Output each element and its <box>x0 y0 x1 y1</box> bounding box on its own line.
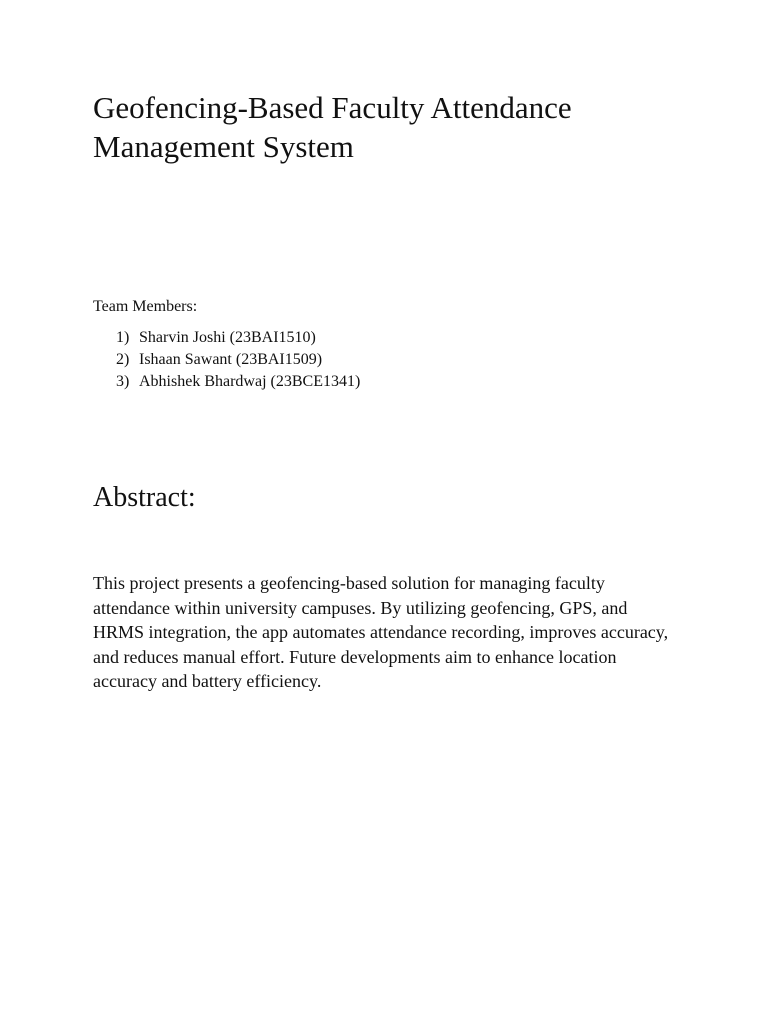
team-member-item <box>116 371 360 393</box>
team-member-name: Sharvin Joshi (23BAI1510) <box>139 329 316 346</box>
abstract-paragraph: This project presents a geofencing-based solution for managing faculty attendance within university campuses. By utilizing geofencing, GPS, and HRMS integration, the app automates attendance recording, improves accuracy, and reduces manual effort. Future developments aim to enhance location accuracy and battery efficiency. <box>93 573 669 691</box>
list-number: 3) <box>116 373 130 390</box>
team-member-name: Abhishek Bhardwaj (23BCE1341) <box>139 373 361 390</box>
document-title: Geofencing-Based Faculty Attendance Management System <box>93 90 572 164</box>
list-number: 1) <box>116 329 130 346</box>
team-members-heading: Team Members: <box>93 298 198 315</box>
team-member-item <box>116 327 360 349</box>
list-number: 2) <box>116 351 130 368</box>
team-member-item <box>116 349 360 371</box>
team-member-name: Ishaan Sawant (23BAI1509) <box>139 351 323 368</box>
team-members-list <box>116 327 360 393</box>
abstract-heading: Abstract: <box>93 482 196 513</box>
